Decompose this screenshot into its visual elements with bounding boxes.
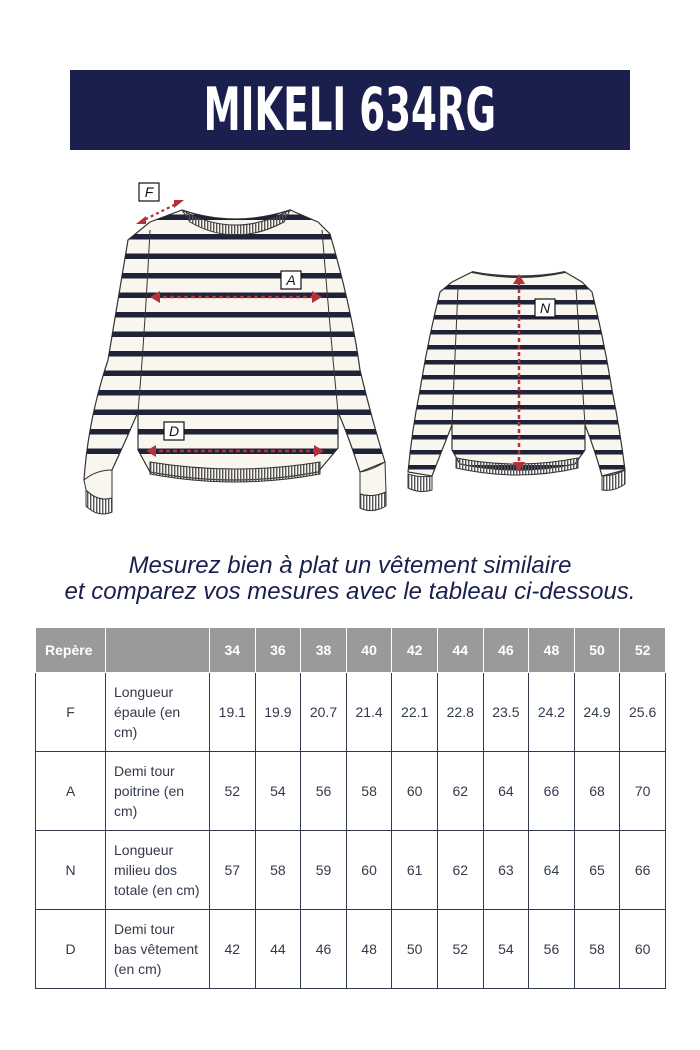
header-repere: Repère xyxy=(36,628,106,673)
row-code: N xyxy=(36,831,106,910)
table-cell: 19.1 xyxy=(210,673,256,752)
table-cell: 56 xyxy=(301,752,347,831)
table-cell: 64 xyxy=(483,752,529,831)
table-cell: 58 xyxy=(574,910,620,989)
table-cell: 58 xyxy=(255,831,301,910)
table-row xyxy=(36,752,666,831)
garment-illustrations xyxy=(0,170,700,530)
table-cell: 61 xyxy=(392,831,438,910)
table-cell: 63 xyxy=(483,831,529,910)
header-size: 46 xyxy=(483,628,529,673)
table-cell: 56 xyxy=(529,910,575,989)
table-cell: 54 xyxy=(255,752,301,831)
header-size: 52 xyxy=(620,628,666,673)
row-code: F xyxy=(36,673,106,752)
table-cell: 60 xyxy=(392,752,438,831)
table-cell: 20.7 xyxy=(301,673,347,752)
table-cell: 24.9 xyxy=(574,673,620,752)
table-cell: 25.6 xyxy=(620,673,666,752)
title-banner xyxy=(70,70,630,150)
marker-a: A xyxy=(286,272,296,288)
table-cell: 54 xyxy=(483,910,529,989)
header-size: 38 xyxy=(301,628,347,673)
table-cell: 58 xyxy=(346,752,392,831)
table-cell: 52 xyxy=(210,752,256,831)
back-sweater xyxy=(400,272,630,492)
row-code: D xyxy=(36,910,106,989)
header-size: 50 xyxy=(574,628,620,673)
table-cell: 48 xyxy=(346,910,392,989)
marker-d: D xyxy=(168,423,180,439)
table-cell: 42 xyxy=(210,910,256,989)
table-cell: 64 xyxy=(529,831,575,910)
table-cell: 59 xyxy=(301,831,347,910)
table-cell: 62 xyxy=(437,831,483,910)
table-cell: 66 xyxy=(620,831,666,910)
table-cell: 57 xyxy=(210,831,256,910)
row-label: Demi tour poitrine (en cm) xyxy=(106,752,210,831)
table-cell: 46 xyxy=(301,910,347,989)
header-size: 40 xyxy=(346,628,392,673)
table-cell: 68 xyxy=(574,752,620,831)
table-cell: 52 xyxy=(437,910,483,989)
header-size: 44 xyxy=(437,628,483,673)
row-label: Longueur milieu dos totale (en cm) xyxy=(106,831,210,910)
table-cell: 44 xyxy=(255,910,301,989)
table-row xyxy=(36,910,666,989)
table-cell: 66 xyxy=(529,752,575,831)
table-cell: 50 xyxy=(392,910,438,989)
table-header-row xyxy=(36,628,666,673)
table-cell: 60 xyxy=(346,831,392,910)
front-sweater xyxy=(70,210,400,514)
table-cell: 23.5 xyxy=(483,673,529,752)
caption-line-2: et comparez vos mesures avec le tableau ci-dessous. xyxy=(64,578,636,605)
row-code: A xyxy=(36,752,106,831)
table-cell: 62 xyxy=(437,752,483,831)
header-size: 34 xyxy=(210,628,256,673)
table-row xyxy=(36,673,666,752)
table-cell: 19.9 xyxy=(255,673,301,752)
table-row xyxy=(36,831,666,910)
page-title: MIKELI 634RG xyxy=(203,75,497,145)
size-table xyxy=(35,627,666,989)
row-label: Demi tour bas vêtement (en cm) xyxy=(106,910,210,989)
header-label xyxy=(106,628,210,673)
header-size: 48 xyxy=(529,628,575,673)
header-size: 42 xyxy=(392,628,438,673)
marker-n: N xyxy=(539,300,551,316)
caption-line-1: Mesurez bien à plat un vêtement similaire xyxy=(128,552,572,579)
table-cell: 60 xyxy=(620,910,666,989)
table-cell: 22.1 xyxy=(392,673,438,752)
row-label: Longueur épaule (en cm) xyxy=(106,673,210,752)
table-cell: 21.4 xyxy=(346,673,392,752)
table-cell: 22.8 xyxy=(437,673,483,752)
table-cell: 24.2 xyxy=(529,673,575,752)
header-size: 36 xyxy=(255,628,301,673)
table-cell: 70 xyxy=(620,752,666,831)
marker-f: F xyxy=(144,184,154,200)
table-cell: 65 xyxy=(574,831,620,910)
instructions-caption xyxy=(0,553,700,605)
